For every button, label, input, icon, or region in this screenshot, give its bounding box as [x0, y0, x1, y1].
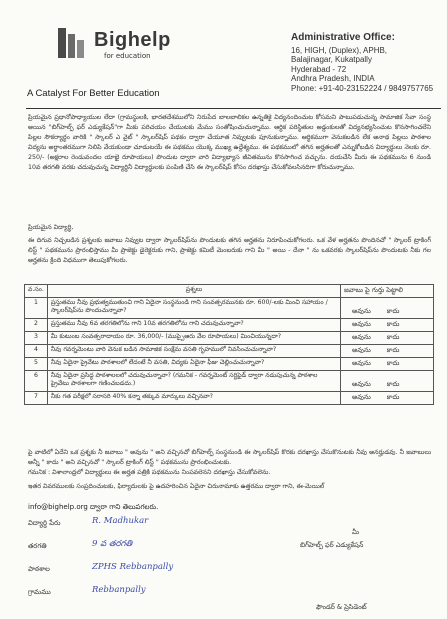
student-salutation: ప్రియమైన విద్యార్థి, — [28, 224, 74, 231]
field-value-village[interactable]: Rebbanpally — [92, 585, 146, 595]
row-number: 2 — [25, 319, 48, 332]
phone-line: Phone: +91-40-23152224 / 9849757765 — [291, 83, 434, 93]
contact-email: info@bighelp.org ద్వారా గాని తెలుపగలరు. — [28, 503, 159, 511]
tagline: A Catalyst For Better Education — [27, 88, 160, 99]
yes-option[interactable]: అవును — [352, 393, 371, 401]
yes-option[interactable]: అవును — [352, 333, 371, 341]
field-value-class[interactable]: 9 వ తరగతి — [92, 539, 133, 549]
eligibility-note: పై వాటిలో ఏదేని ఒక ప్రశ్నకు నీ జవాబు " అవును " అని వచ్చినచో బిగ్‌హెల్ప్ సంస్థనుండి ఈ స్కాలర్‌షిప్ కొరకు దరఖాస్తు చేసుకొనుటకు నీవు అనర్హుడవు. నీ జవాబులు అన్నీ " కాదు " అని వచ్చినచో " స్కాలర్ ట్రాకింగ్ లిస్ట్ " పథకమును ప్రారంభించుటకు. — [28, 449, 431, 466]
field-value-school[interactable]: ZPHS Rebbanpally — [92, 562, 174, 572]
answer-options — [341, 371, 434, 392]
intro-paragraph: ప్రియమైన ప్రధానోపాధ్యాయుల లేదా (గ్రామస్థులకి, భారతదేశములోని నిరుపేద బాలబాలికల ఉన్నతికై విద్యనందించుట కోసమని పాటుపడుచున్న సామాజిక సేవా సంస్థ అయిన "బిగ్‌హెల్ప్ ఫర్ ఎడ్యుకేషన్"గా మీకు పరిచయం చేయుటకు మేము సంతోషించుచున్నాము. ఆర్థిక పరిస్థితుల అడ్డంకులతో విద్యనభ్యసించుట కొనసాగించలేని పిల్లల సౌకర్యార్థం వారికి " స్కాలర్ ఎ వైట్ " స్కాలర్‌షిప్ పథకం ద్వారా చేయూత నివ్వుటకు పూనుకున్నాము. ఆర్థికముగా వెనుకబడిన లేక అనాథ పిల్లలు పాఠశాల విద్యను అర్థాంతరముగా నిలిపి వేయకుండా చూడుటయే ఈ పథకము యొక్క ముఖ్య ఉద్దేశ్యము. ఈ పథకములో తగిన అర్హతలతో ఎన్నుకోబడిన విద్యార్థులు నెలకు రూ. 250/- (అక్షరాల రెండువందల యాభై రూపాయలు) పొందుట ద్వారా వారి విద్యాభ్యాస జీవితమును కొనసాగించ వచ్చును. దయచేసి మీరు ఈ పథకమును 6 నుండి 10వ తరగతి వరకు చదువుచున్న విద్యార్థినీ విద్యార్థులకు పంపిణి చేసి ఈ స్కాలర్‌షిప్ కోసం దరఖాస్తు చేసుకోవలసినదిగా కోరుచున్నాము. — [28, 114, 431, 171]
yes-option[interactable]: అవును — [352, 346, 371, 354]
table-row — [25, 319, 434, 332]
no-option[interactable]: కాదు — [386, 359, 400, 367]
yes-option[interactable]: అవును — [352, 320, 371, 328]
question-text: ప్రస్తుతము నీవు 6వ తరగతిలోను గాని 10వ తరగతిలోను గాని చదువుచున్నావా? — [47, 319, 340, 332]
closing-title: ఫౌండర్ & ప్రెసిడెంట్ — [316, 603, 367, 611]
row-number: 5 — [25, 358, 48, 371]
remark-note: గమనిక : విశాలాంధ్రలో విద్యార్థులు ఈ అర్హత పత్రికి పథకమును నింపవలెనని దరఖాస్తు చేసుకోవలెను. — [28, 469, 271, 476]
closing-salutation: మీ — [352, 528, 359, 536]
question-text: మీ కుటుంబ సంవత్సరాదాయం రూ. 36,000/- (ముప్పైఆరు వేల రూపాయలు) మించియున్నదా? — [47, 332, 340, 345]
contact-note: ఇతర వివరములకు సంప్రదించుటకు, ఫిర్యాదులకు పై ఉదహరించిన ఏదైనా చిరునామాకు ఉత్తరము ద్వారా గాని, ఈ-మెయిల్ — [28, 483, 325, 490]
answer-options — [341, 358, 434, 371]
row-number: 4 — [25, 345, 48, 358]
header-divider — [26, 108, 441, 109]
yes-option[interactable]: అవును — [352, 380, 371, 388]
brand-name: Bighelp — [94, 29, 171, 51]
question-text: నీవు ఏదైనా ప్రసిద్ధ పాఠశాలలలో చదువుచున్నావా? (గమనిక - గవర్నమెంట్ సర్టిఫైడ్ ద్వారా నడుపుచున్న పాఠశాల ప్రైవేటు పాఠశాలగా గణించబడదు.) — [47, 371, 340, 392]
brand-subtitle: for education — [104, 52, 151, 60]
table-row — [25, 332, 434, 345]
col-question-header: ప్రశ్నలు — [47, 285, 340, 298]
field-label-student-name: విద్యార్థి పేరు — [28, 519, 61, 527]
field-value-student-name[interactable]: R. Madhukar — [92, 516, 149, 526]
answer-options — [341, 332, 434, 345]
question-text: ప్రస్తుతము నీవు ప్రభుత్వముతుంచి గాని ఏదైనా సంస్థనుండి గాని సంవత్సరమునకు రూ. 600/-లకు మించి సహాయం / స్కాలర్‌షిప్‌ను పొందుచున్నావా? — [47, 298, 340, 319]
address-line: 16, HIGH, (Duplex), APHB, — [291, 45, 388, 55]
field-label-school: పాఠశాల — [28, 565, 50, 573]
row-number: 7 — [25, 392, 48, 405]
eligibility-table — [24, 284, 434, 405]
table-row — [25, 298, 434, 319]
table-header-row — [25, 285, 434, 298]
instructions-paragraph: ఈ దిగువ నిచ్చబడిన ప్రశ్నలకు జవాబు నివ్వుట ద్వారా స్కాలర్‌షిప్‌ను పొందుటకు తగిన అర్హతను నిరూపించుకోగలరు. ఒక వేళ అర్హతను పొందినచో " స్కాలర్ ట్రాకింగ్ లిస్ట్ " పథకమును ప్రారంభిస్తాము మీ ప్రాజెక్టు డైరెక్టరుకు గాని, ప్రాజెక్టు కమిటీ మెంబరుకు గాని మీ " అయి - దేనా " ను ఒకవరకు స్కాలర్‌షిప్‌ను పొందుటకు నీకు గల అర్హతను క్రింది విధముగా తెలుపుకోగలరు. — [28, 237, 431, 264]
bighelp-logo-icon — [56, 26, 86, 60]
yes-option[interactable]: అవును — [352, 307, 371, 315]
closing-org: బిగ్‌హెల్ప్ ఫర్ ఎడ్యుకేషన్ — [300, 541, 364, 549]
no-option[interactable]: కాదు — [386, 333, 400, 341]
address-line: Andhra Pradesh, INDIA — [291, 74, 375, 83]
answer-options — [341, 298, 434, 319]
row-number: 1 — [25, 298, 48, 319]
table-row — [25, 371, 434, 392]
office-title: Administrative Office: — [291, 32, 395, 43]
yes-option[interactable]: అవును — [352, 359, 371, 367]
answer-options — [341, 392, 434, 405]
question-text: నీవు గవర్నమెంటు వారి వెనుక బడిన సామాజిక సంక్షేమ వసతి గృహములో నివసించుచున్నావా? — [47, 345, 340, 358]
question-text: నీకు గత పరీక్షలో సరాసరి 40% కన్నా తక్కువ మార్కులు వచ్చినవా? — [47, 392, 340, 405]
answer-options — [341, 319, 434, 332]
col-number-header: వ.సం. — [25, 285, 48, 298]
address-line: Balajinagar, Kukatpally — [291, 55, 372, 64]
row-number: 6 — [25, 371, 48, 392]
col-answer-header: జవాబు పై గుర్తు పెట్టాలి — [341, 285, 434, 298]
no-option[interactable]: కాదు — [386, 346, 400, 354]
field-label-village: గ్రామము — [28, 588, 51, 596]
field-label-class: తరగతి — [28, 542, 47, 550]
answer-options — [341, 345, 434, 358]
no-option[interactable]: కాదు — [386, 393, 400, 401]
no-option[interactable]: కాదు — [386, 320, 400, 328]
question-text: నీవు ఏదైనా ప్రైవేటు పాఠశాలలో లేదంటే నీ వసతి, విద్యకు ఏదైనా ఫీజు చెల్లించుచున్నావా? — [47, 358, 340, 371]
office-address — [291, 33, 441, 93]
no-option[interactable]: కాదు — [386, 380, 400, 388]
row-number: 3 — [25, 332, 48, 345]
address-line: Hyderabad - 72 — [291, 64, 347, 74]
table-row — [25, 392, 434, 405]
table-row — [25, 345, 434, 358]
no-option[interactable]: కాదు — [386, 307, 400, 315]
table-row — [25, 358, 434, 371]
